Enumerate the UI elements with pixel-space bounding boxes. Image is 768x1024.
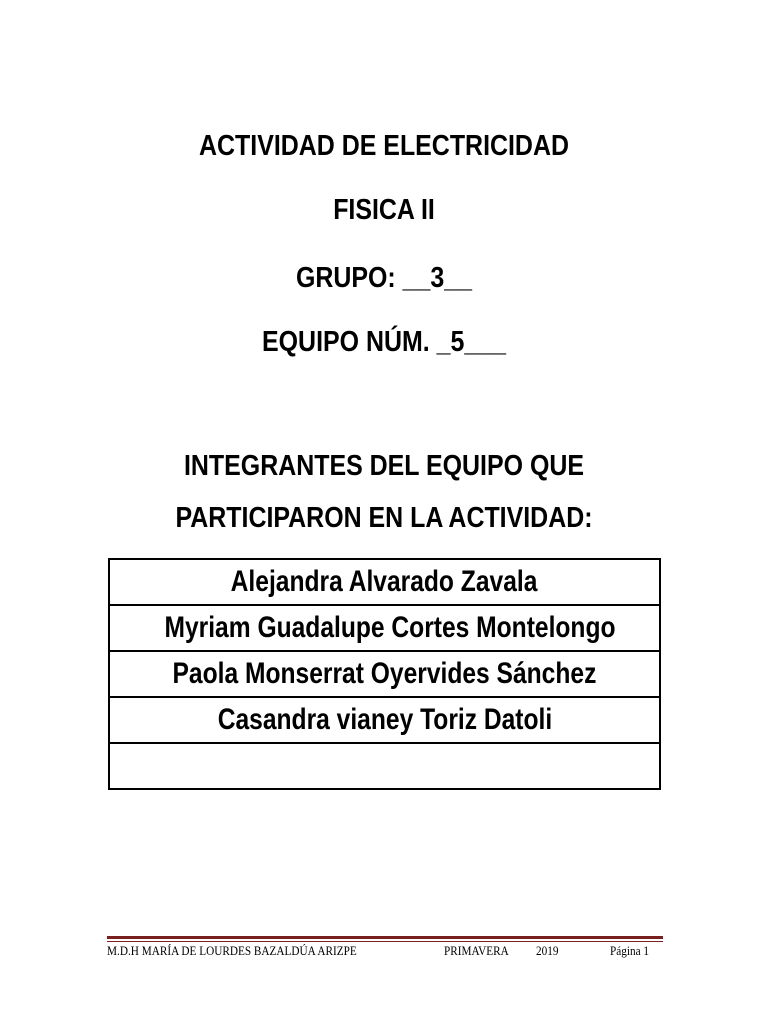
table-row — [109, 651, 660, 697]
footer-page-number: Página 1 — [610, 944, 650, 958]
member-cell — [109, 605, 660, 651]
footer-rule-thick — [107, 936, 663, 939]
members-heading-line-1: INTEGRANTES DEL EQUIPO QUE — [183, 450, 585, 482]
member-name: Casandra vianey Toriz Datoli — [217, 703, 552, 736]
member-cell-empty — [109, 743, 660, 789]
team-number-line: EQUIPO NÚM. _5___ — [262, 326, 506, 358]
table-row — [109, 697, 660, 743]
footer-rule-thin — [107, 941, 663, 942]
footer-term: PRIMAVERA — [444, 944, 509, 958]
table-row — [109, 743, 660, 789]
document-title: ACTIVIDAD DE ELECTRICIDAD — [199, 130, 569, 162]
table-row — [109, 559, 660, 605]
table-row — [109, 605, 660, 651]
member-name: Myriam Guadalupe Cortes Montelongo — [164, 611, 616, 644]
footer-author: M.D.H MARÍA DE LOURDES BAZALDÚA ARIZPE — [107, 944, 357, 958]
subject-line: FISICA II — [333, 194, 435, 226]
group-line: GRUPO: __3__ — [295, 262, 473, 294]
page-footer — [107, 944, 663, 962]
member-cell — [109, 697, 660, 743]
footer-year: 2019 — [536, 944, 559, 958]
members-heading-line-2: PARTICIPARON EN LA ACTIVIDAD: — [175, 502, 593, 534]
member-cell — [109, 559, 660, 605]
member-name: Alejandra Alvarado Zavala — [231, 565, 538, 598]
members-table — [108, 558, 661, 790]
member-cell — [109, 651, 660, 697]
member-name: Paola Monserrat Oyervides Sánchez — [172, 657, 597, 690]
